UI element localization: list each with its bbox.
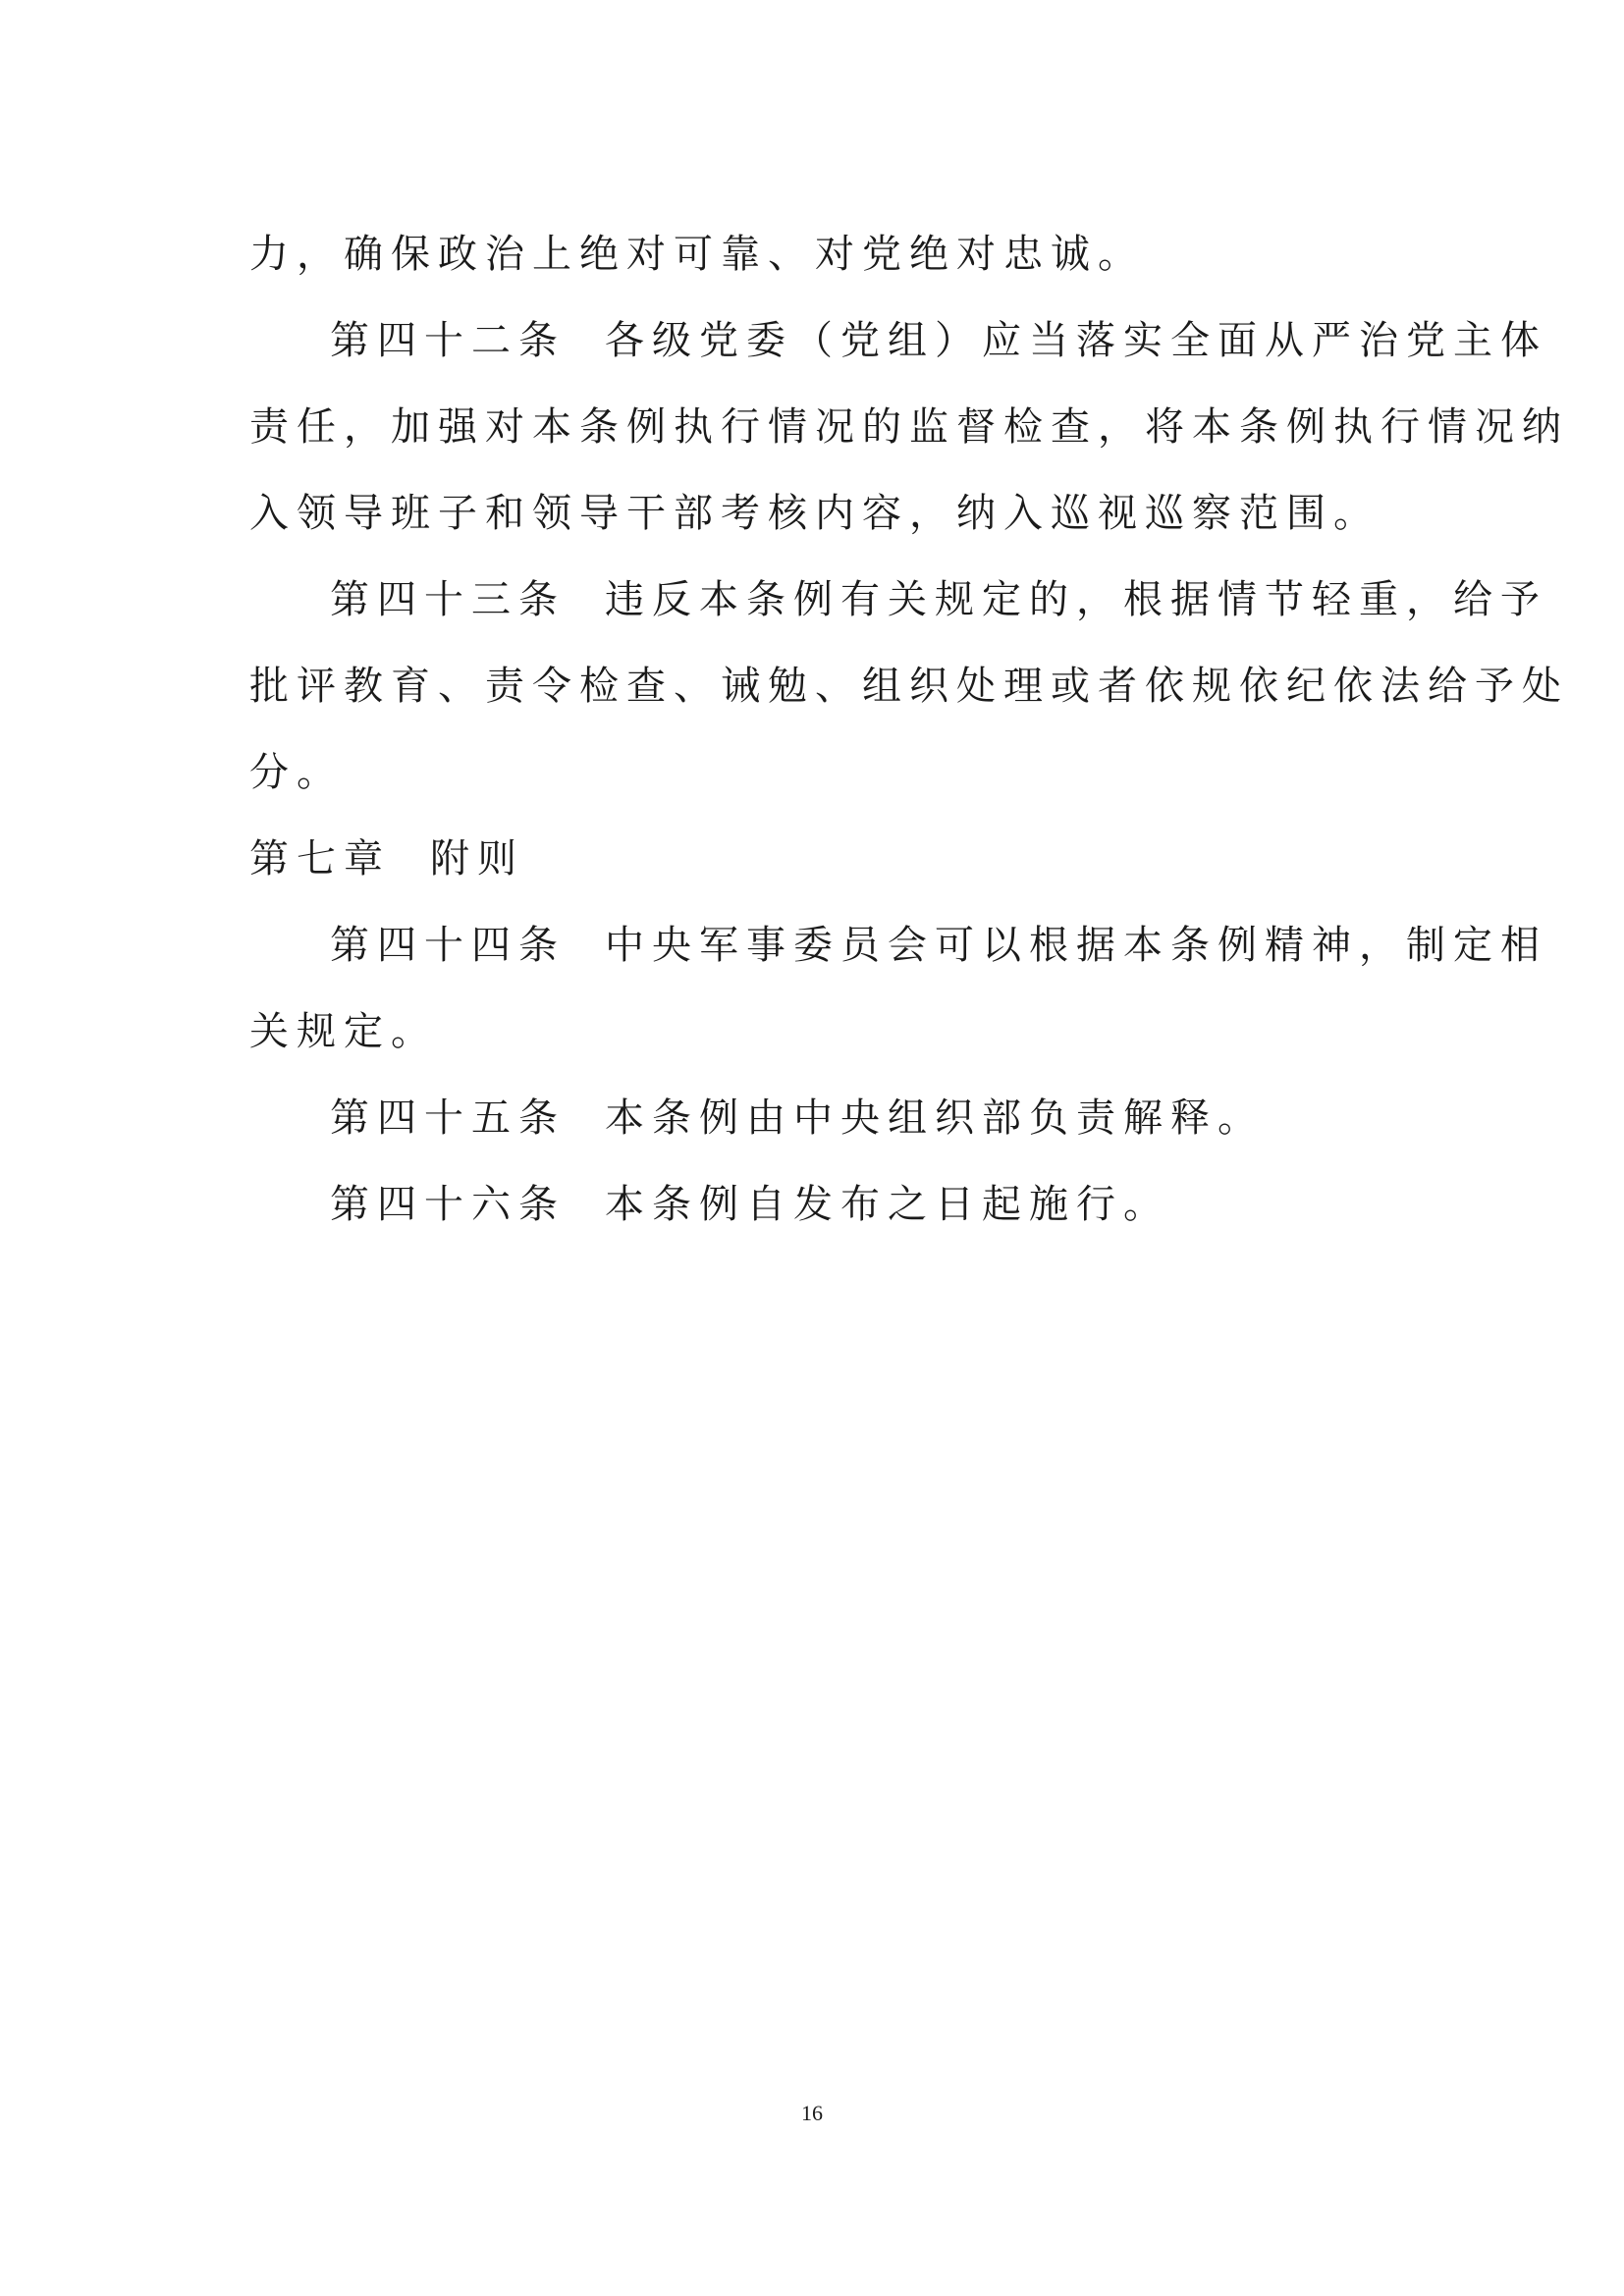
- chapter-7-heading: [249, 816, 1380, 902]
- article-text: 中央军事委员会可以根据本条例精神，制定相: [605, 923, 1547, 968]
- text-line-6: [249, 643, 1569, 729]
- text-line-3: [249, 384, 1569, 470]
- chapter-number: 第七章: [249, 836, 391, 881]
- line-text: 分。: [249, 750, 344, 795]
- line-text: 批评教育、责令检查、诫勉、组织处理或者依规依纪依法给予处: [249, 664, 1569, 709]
- page-number: 16: [801, 2101, 823, 2125]
- chapter-title: 附则: [430, 836, 524, 881]
- article-heading: 第四十二条: [330, 318, 566, 363]
- article-text: 违反本条例有关规定的，根据情节轻重，给予: [605, 577, 1547, 622]
- article-45: [249, 1075, 1380, 1161]
- article-text: 本条例自发布之日起施行。: [605, 1182, 1170, 1227]
- line-text: 责任，加强对本条例执行情况的监督检查，将本条例执行情况纳: [249, 404, 1569, 450]
- article-text: 本条例由中央组织部负责解释。: [605, 1095, 1265, 1141]
- article-42: [249, 297, 1547, 384]
- article-heading: 第四十三条: [330, 577, 566, 622]
- article-43: [249, 557, 1547, 643]
- article-text: 各级党委（党组）应当落实全面从严治党主体: [605, 318, 1547, 363]
- article-44: [249, 902, 1547, 988]
- text-line-1: [249, 211, 1380, 297]
- article-heading: 第四十五条: [330, 1095, 566, 1141]
- document-body: [249, 211, 1569, 1248]
- text-line-7: [249, 729, 1380, 816]
- article-heading: 第四十四条: [330, 923, 566, 968]
- line-text: 关规定。: [249, 1009, 438, 1054]
- line-text: 入领导班子和领导干部考核内容，纳入巡视巡察范围。: [249, 491, 1380, 536]
- text-line-10: [249, 988, 1380, 1075]
- text-line-4: [249, 470, 1380, 557]
- article-heading: 第四十六条: [330, 1182, 566, 1227]
- article-46: [249, 1161, 1380, 1248]
- line-text: 力，确保政治上绝对可靠、对党绝对忠诚。: [249, 232, 1145, 277]
